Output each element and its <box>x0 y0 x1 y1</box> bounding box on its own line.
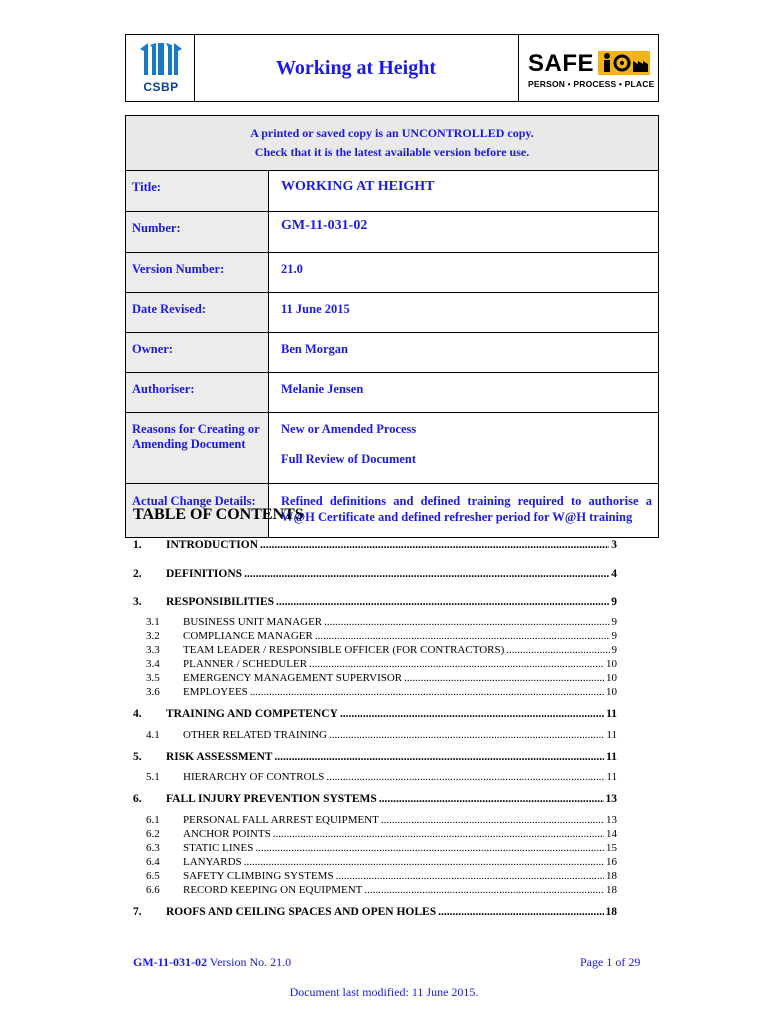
version-row <box>126 253 659 293</box>
toc-entry-page: 10 <box>606 658 617 670</box>
toc-dot-leader <box>381 814 604 826</box>
toc-entry-label: TRAINING AND COMPETENCY <box>166 708 338 720</box>
toc-dot-leader <box>273 828 604 840</box>
toc-entry-number: 3.4 <box>146 658 160 670</box>
toc-entry-number: 5.1 <box>146 771 160 783</box>
title-cell <box>194 35 519 101</box>
change-label: Actual Change Details: <box>126 484 269 538</box>
toc-entry-page: 11 <box>606 708 617 720</box>
toc-entry-page: 4 <box>611 568 617 580</box>
toc-entry-page: 3 <box>611 539 617 551</box>
reasons-row <box>126 413 659 484</box>
date-label: Date Revised: <box>126 293 269 333</box>
toc-subentry[interactable] <box>146 616 617 628</box>
toc-subentry[interactable] <box>146 672 617 684</box>
toc-entry-page: 10 <box>606 672 617 684</box>
toc-entry-label: ANCHOR POINTS <box>183 828 271 840</box>
toc-entry-label: HIERARCHY OF CONTROLS <box>183 771 325 783</box>
toc-dot-leader <box>340 708 604 720</box>
toc-entry-label: SAFETY CLIMBING SYSTEMS <box>183 870 334 882</box>
toc-entry-label: DEFINITIONS <box>166 568 243 580</box>
authoriser-value: Melanie Jensen <box>269 373 659 413</box>
toc-entry-label: TEAM LEADER / RESPONSIBLE OFFICER (FOR CONTRACTORS) <box>183 644 505 656</box>
toc-entry-number: 6.5 <box>146 870 160 882</box>
reasons-label: Reasons for Creating or Amending Document <box>126 413 269 484</box>
document-header <box>125 34 659 102</box>
toc-entry-page: 9 <box>611 616 617 628</box>
toc-entry-page: 10 <box>606 686 617 698</box>
toc-entry-page: 9 <box>611 644 617 656</box>
toc-subentry[interactable] <box>146 842 617 854</box>
toc-entry[interactable] <box>133 751 617 763</box>
title-value: WORKING AT HEIGHT <box>269 171 659 212</box>
safe-icons-graphic <box>598 51 650 75</box>
number-value: GM-11-031-02 <box>269 212 659 253</box>
notice-line-2: Check that it is the latest available version before use. <box>254 145 530 159</box>
number-row <box>126 212 659 253</box>
toc-entry-page: 18 <box>606 884 617 896</box>
toc-dot-leader <box>329 729 604 741</box>
toc-entry-label: INTRODUCTION <box>166 539 259 551</box>
csbp-logo-icon <box>138 43 184 79</box>
toc-entry-label: PLANNER / SCHEDULER <box>183 658 308 670</box>
authoriser-row <box>126 373 659 413</box>
csbp-logo <box>138 43 184 93</box>
toc-entry-page: 11 <box>606 751 617 763</box>
toc-subentry[interactable] <box>146 884 617 896</box>
toc-entry-label: BUSINESS UNIT MANAGER <box>183 616 323 628</box>
toc-entry-page: 9 <box>611 596 617 608</box>
footer-version: Version No. 21.0 <box>207 955 292 969</box>
toc-entry-page: 11 <box>606 771 617 783</box>
toc-entry-number: 6. <box>133 793 142 805</box>
reasons-value <box>269 413 659 484</box>
toc-entry-number: 6.2 <box>146 828 160 840</box>
toc-entry-page: 18 <box>606 870 617 882</box>
toc-dot-leader <box>324 616 609 628</box>
version-value: 21.0 <box>269 253 659 293</box>
safe-logo <box>518 35 658 101</box>
toc-entry-number: 3. <box>133 596 142 608</box>
toc-subentry[interactable] <box>146 686 617 698</box>
toc-subentry[interactable] <box>146 771 617 783</box>
toc-dot-leader <box>250 686 604 698</box>
owner-label: Owner: <box>126 333 269 373</box>
toc-entry-number: 3.1 <box>146 616 160 628</box>
date-row <box>126 293 659 333</box>
toc-subentry[interactable] <box>146 870 617 882</box>
toc-entry-label: OTHER RELATED TRAINING <box>183 729 328 741</box>
version-label: Version Number: <box>126 253 269 293</box>
change-value: Refined definitions and defined training required to authorise a W@H Certificate and defined refresher period for W@H training <box>269 484 659 538</box>
toc-entry-number: 2. <box>133 568 142 580</box>
toc-dot-leader <box>274 751 604 763</box>
toc-entry-number: 4. <box>133 708 142 720</box>
toc-subentry[interactable] <box>146 630 617 642</box>
toc-dot-leader <box>336 870 604 882</box>
toc-entry-label: COMPLIANCE MANAGER <box>183 630 313 642</box>
toc-entry-number: 6.4 <box>146 856 160 868</box>
toc-entry-label: RECORD KEEPING ON EQUIPMENT <box>183 884 363 896</box>
toc-entry-page: 18 <box>605 906 617 918</box>
toc-heading: TABLE OF CONTENTS <box>133 506 304 523</box>
toc-entry-label: FALL INJURY PREVENTION SYSTEMS <box>166 793 377 805</box>
toc-entry-page: 9 <box>611 630 617 642</box>
toc-entry-label: ROOFS AND CEILING SPACES AND OPEN HOLES <box>166 906 437 918</box>
toc-entry-page: 11 <box>606 729 617 741</box>
toc-entry-page: 14 <box>606 828 617 840</box>
toc-entry[interactable] <box>133 906 617 918</box>
toc-entry-number: 6.1 <box>146 814 160 826</box>
toc-entry-number: 6.6 <box>146 884 160 896</box>
toc-subentry[interactable] <box>146 644 617 656</box>
toc-dot-leader <box>309 658 604 670</box>
toc-entry[interactable] <box>133 568 617 580</box>
toc-entry[interactable] <box>133 793 617 805</box>
toc-entry-page: 16 <box>606 856 617 868</box>
toc-entry-label: LANYARDS <box>183 856 242 868</box>
toc-entry[interactable] <box>133 596 617 608</box>
toc-entry-number: 1. <box>133 539 142 551</box>
toc-dot-leader <box>404 672 604 684</box>
toc-dot-leader <box>244 568 609 580</box>
toc-dot-leader <box>506 644 609 656</box>
toc-dot-leader <box>364 884 604 896</box>
safe-logo-tagline: PERSON • PROCESS • PLACE <box>528 79 655 89</box>
toc-subentry[interactable] <box>146 658 617 670</box>
toc-entry[interactable] <box>133 539 617 551</box>
title-row <box>126 171 659 212</box>
toc-entry-page: 13 <box>606 814 617 826</box>
document-details-table <box>125 115 659 538</box>
footer-last-modified: Document last modified: 11 June 2015. <box>289 985 479 999</box>
toc-entry-page: 13 <box>605 793 617 805</box>
toc-dot-leader <box>379 793 604 805</box>
logo-cell <box>126 35 195 101</box>
toc-entry-number: 4.1 <box>146 729 160 741</box>
toc-entry-number: 3.6 <box>146 686 160 698</box>
toc-subentry[interactable] <box>146 828 617 840</box>
date-value: 11 June 2015 <box>269 293 659 333</box>
toc-subentry[interactable] <box>146 856 617 868</box>
document-title: Working at Height <box>275 56 436 79</box>
reasons-value-2: Full Review of Document <box>281 452 417 466</box>
toc-dot-leader <box>260 539 609 551</box>
toc-dot-leader <box>244 856 604 868</box>
toc-entry-page: 15 <box>606 842 617 854</box>
toc-entry-number: 5. <box>133 751 142 763</box>
toc-entry-number: 3.3 <box>146 644 160 656</box>
notice-line-1: A printed or saved copy is an UNCONTROLLED copy. <box>250 126 534 140</box>
title-label: Title: <box>126 171 269 212</box>
toc-entry-number: 6.3 <box>146 842 160 854</box>
toc-entry-number: 7. <box>133 906 142 918</box>
safe-logo-word: SAFE <box>528 50 595 77</box>
owner-value: Ben Morgan <box>269 333 659 373</box>
footer-doc-info <box>133 955 291 970</box>
footer-doc-number: GM-11-031-02 <box>133 955 207 969</box>
authoriser-label: Authoriser: <box>126 373 269 413</box>
reasons-value-1: New or Amended Process <box>281 422 417 436</box>
owner-row <box>126 333 659 373</box>
csbp-logo-text: CSBP <box>143 80 179 94</box>
toc-entry[interactable] <box>133 708 617 720</box>
number-label: Number: <box>126 212 269 253</box>
toc-entry-label: STATIC LINES <box>183 842 254 854</box>
footer-page-number: Page 1 of 29 <box>580 955 641 969</box>
toc-entry-label: EMERGENCY MANAGEMENT SUPERVISOR <box>183 672 403 684</box>
toc-entry-label: EMPLOYEES <box>183 686 248 698</box>
toc-dot-leader <box>255 842 604 854</box>
toc-entry-label: RESPONSIBILITIES <box>166 596 275 608</box>
toc-dot-leader <box>315 630 610 642</box>
toc-dot-leader <box>326 771 604 783</box>
safe-icons <box>598 51 650 75</box>
toc-subentry[interactable] <box>146 814 617 826</box>
toc-entry-label: PERSONAL FALL ARREST EQUIPMENT <box>183 814 379 826</box>
toc-entry-label: RISK ASSESSMENT <box>166 751 273 763</box>
uncontrolled-copy-notice <box>126 116 659 171</box>
toc-subentry[interactable] <box>146 729 617 741</box>
toc-entry-number: 3.2 <box>146 630 160 642</box>
toc-dot-leader <box>438 906 603 918</box>
toc-dot-leader <box>276 596 609 608</box>
toc-entry-number: 3.5 <box>146 672 160 684</box>
